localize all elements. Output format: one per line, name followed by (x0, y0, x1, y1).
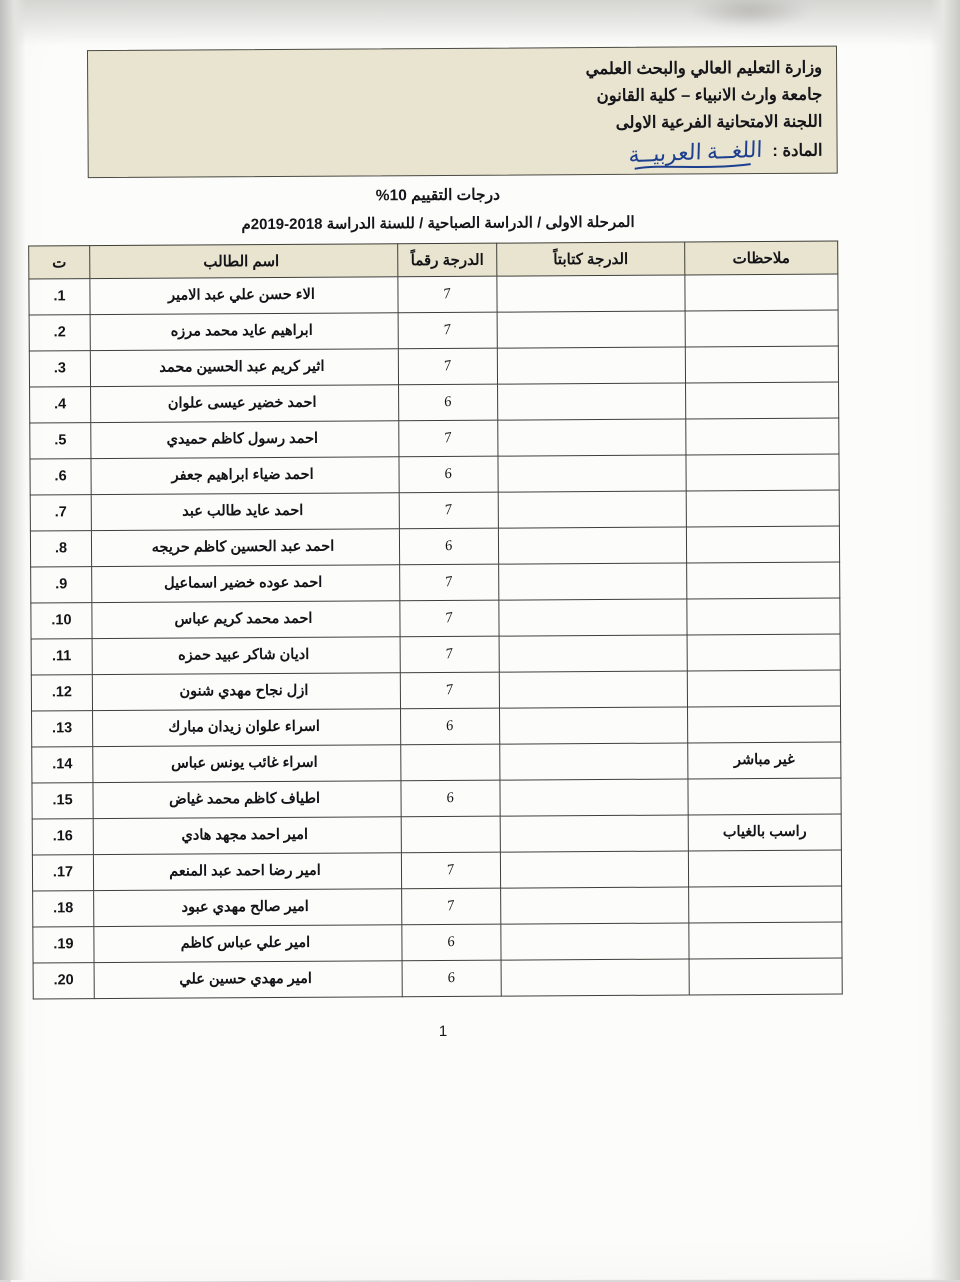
cell-grade-words (498, 455, 686, 492)
table-row (31, 670, 840, 711)
cell-grade-words (498, 383, 686, 420)
cell-grade-words (500, 779, 688, 816)
cell-index: .15 (32, 782, 93, 818)
handwriting-underline-icon (633, 161, 753, 172)
subject-label: المادة : (772, 141, 823, 161)
ministry-line: وزارة التعليم العالي والبحث العلمي (585, 58, 823, 79)
cell-student-name: اسراء علوان زيدان مبارك (93, 708, 401, 746)
cell-index: .20 (33, 962, 94, 998)
grades-table-body (29, 274, 842, 999)
cell-grade-number (399, 384, 498, 421)
cell-grade-words (501, 959, 689, 996)
committee-line: اللجنة الامتحانية الفرعية الاولى (615, 113, 823, 133)
cell-index: .12 (31, 674, 92, 710)
cell-grade-number (401, 708, 500, 745)
cell-notes (685, 346, 838, 383)
table-row (30, 490, 839, 531)
grades-table (28, 240, 843, 999)
handwritten-grade: 6 (444, 536, 454, 555)
table-row (30, 526, 839, 567)
cell-notes (688, 850, 841, 887)
cell-grade-words (498, 419, 686, 456)
handwritten-grade: 7 (443, 284, 452, 303)
cell-grade-number (401, 816, 500, 853)
table-row (32, 778, 841, 819)
cell-index: .17 (32, 854, 93, 890)
column-header-grade-number: الدرجة رقماً (398, 243, 497, 277)
cell-student-name: امير احمد مجهد هادي (93, 816, 401, 854)
cell-grade-words (498, 491, 686, 528)
cell-student-name: امير مهدي حسين علي (94, 960, 402, 998)
cell-index: .11 (31, 638, 92, 674)
cell-notes (686, 418, 839, 455)
cell-index: .16 (32, 818, 93, 854)
stage-year-line: المرحلة الاولى / الدراسة الصباحية / للسنة الدراسة 2018-2019م (241, 213, 635, 233)
subject-handwritten-value: اللغــة العربيــة (628, 136, 763, 167)
university-line: جامعة وارث الانبياء – كلية القانون (596, 85, 823, 106)
page-shadow-right (930, 0, 960, 1280)
table-row (29, 346, 838, 387)
cell-index: .5 (30, 422, 91, 458)
table-row (30, 454, 839, 495)
cell-student-name: احمد عوده خضير اسماعيل (92, 564, 400, 602)
table-row (32, 742, 841, 783)
handwritten-grade: 7 (446, 860, 456, 879)
cell-grade-words (500, 707, 688, 744)
handwritten-grade: 7 (444, 500, 453, 519)
cell-grade-number (398, 348, 497, 385)
cell-grade-number (401, 780, 500, 817)
cell-grade-words (499, 563, 687, 600)
handwritten-grade: 7 (445, 644, 454, 663)
cell-notes (689, 886, 842, 923)
column-header-index: ت (29, 245, 90, 278)
cell-index: .6 (30, 458, 91, 494)
table-row (32, 706, 841, 747)
table-row (33, 922, 842, 963)
cell-index: .3 (29, 350, 90, 386)
cell-grade-number (399, 420, 498, 457)
table-row (31, 598, 840, 639)
cell-grade-words (500, 815, 688, 852)
cell-grade-words (497, 311, 685, 348)
cell-index: .9 (31, 566, 92, 602)
column-header-student-name: اسم الطالب (90, 243, 398, 278)
table-row (33, 886, 842, 927)
cell-index: .1 (29, 278, 90, 314)
handwritten-grade: 7 (445, 608, 454, 627)
column-header-grade-words: الدرجة كتابتاً (497, 242, 685, 276)
cell-notes (686, 490, 839, 527)
cell-grade-words (497, 347, 685, 384)
document-subtitle (38, 173, 838, 241)
table-row (31, 562, 840, 603)
cell-notes (689, 958, 842, 995)
page-shadow-top (0, 0, 960, 46)
cell-grade-number (402, 888, 501, 925)
table-row (30, 418, 839, 459)
handwritten-grade: 6 (444, 392, 453, 411)
cell-index: .18 (33, 890, 94, 926)
cell-notes (687, 562, 840, 599)
cell-grade-number (399, 456, 498, 493)
cell-notes (687, 706, 840, 743)
cell-student-name: الاء حسن علي عبد الامير (90, 276, 398, 314)
cell-grade-words (500, 851, 688, 888)
handwritten-grade: 6 (446, 788, 455, 807)
cell-notes (687, 670, 840, 707)
cell-student-name: امير صالح مهدي عبود (94, 888, 402, 926)
cell-grade-number (400, 564, 499, 601)
cell-grade-number (400, 600, 499, 637)
cell-student-name: امير رضا احمد عبد المنعم (93, 852, 401, 890)
table-row (31, 634, 840, 675)
cell-student-name: احمد عبد الحسين كاظم حريجه (91, 528, 399, 566)
cell-index: .8 (30, 530, 91, 566)
handwritten-grade: 7 (447, 896, 456, 915)
cell-grade-number (400, 636, 499, 673)
handwritten-grade: 7 (445, 572, 454, 591)
handwritten-grade: 6 (447, 968, 456, 987)
cell-notes (686, 454, 839, 491)
cell-grade-words (499, 599, 687, 636)
cell-grade-number (399, 528, 498, 565)
cell-student-name: احمد خضير عيسى علوان (91, 384, 399, 422)
handwritten-grade: 6 (444, 464, 453, 483)
cell-notes (687, 598, 840, 635)
cell-grade-words (498, 527, 686, 564)
cell-notes (686, 382, 839, 419)
cell-grade-number (399, 492, 498, 529)
cell-notes (685, 310, 838, 347)
cell-grade-words (501, 887, 689, 924)
handwritten-grade: 7 (443, 320, 452, 339)
cell-grade-number (402, 924, 501, 961)
cell-student-name: احمد رسول كاظم حميدي (91, 420, 399, 458)
cell-index: .19 (33, 926, 94, 962)
table-row (29, 274, 838, 315)
cell-student-name: ابراهيم عايد محمد مرزه (90, 312, 398, 350)
cell-index: .10 (31, 602, 92, 638)
page-number: 1 (438, 1022, 448, 1040)
table-row (32, 850, 841, 891)
handwritten-grade: 6 (447, 932, 456, 951)
cell-student-name: احمد محمد كريم عباس (92, 600, 400, 638)
table-row (30, 382, 839, 423)
cell-student-name: احمد عايد طالب عبد (91, 492, 399, 530)
cell-grade-number (400, 672, 499, 709)
cell-student-name: اثير كريم عبد الحسين محمد (90, 348, 398, 386)
handwritten-grade: 6 (445, 716, 455, 735)
cell-grade-words (499, 635, 687, 672)
cell-notes (685, 274, 838, 311)
handwritten-grade: 7 (445, 680, 455, 699)
cell-grade-words (499, 671, 687, 708)
cell-notes: غير مباشر (688, 742, 841, 779)
document-body (37, 46, 843, 1042)
cell-notes (689, 922, 842, 959)
cell-index: .14 (32, 746, 93, 782)
table-row (32, 814, 841, 855)
document-header (87, 46, 838, 178)
cell-index: .13 (32, 710, 93, 746)
table-row (33, 958, 842, 999)
cell-index: .2 (29, 314, 90, 350)
evaluation-percent-line: درجات التقييم 10% (375, 186, 500, 205)
cell-student-name: اسراء غائب يونس عباس (93, 744, 401, 782)
cell-index: .4 (30, 386, 91, 422)
cell-student-name: امير علي عباس كاظم (94, 924, 402, 962)
cell-grade-number (401, 852, 500, 889)
photo-blur-artifact (690, 0, 810, 28)
cell-notes (687, 634, 840, 671)
handwritten-grade: 7 (444, 428, 453, 447)
cell-notes: راسب بالغياب (688, 814, 841, 851)
cell-notes (688, 778, 841, 815)
cell-student-name: ازل نجاح مهدي شنون (92, 672, 400, 710)
cell-student-name: اديان شاكر عبيد حمزه (92, 636, 400, 674)
handwritten-grade: 7 (443, 356, 453, 375)
cell-student-name: احمد ضياء ابراهيم جعفر (91, 456, 399, 494)
cell-grade-words (497, 275, 685, 312)
cell-grade-words (500, 743, 688, 780)
column-header-notes: ملاحظات (685, 241, 838, 275)
cell-index: .7 (30, 494, 91, 530)
cell-grade-words (501, 923, 689, 960)
cell-student-name: اطياف كاظم محمد غياض (93, 780, 401, 818)
cell-grade-number (398, 312, 497, 349)
cell-notes (686, 526, 839, 563)
cell-grade-number (398, 276, 497, 313)
subject-line (103, 136, 823, 170)
table-row (29, 310, 838, 351)
cell-grade-number (401, 744, 500, 781)
table-header-row (29, 241, 838, 279)
cell-grade-number (402, 960, 501, 997)
page-shadow-left (0, 0, 26, 1280)
